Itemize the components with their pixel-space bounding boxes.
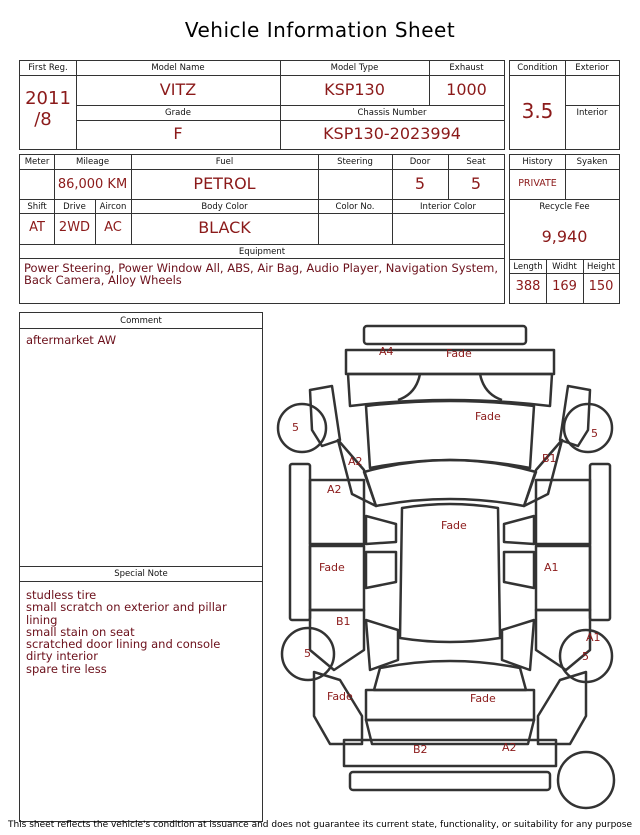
interior-label: Interior <box>576 108 608 118</box>
shift-value: AT <box>29 220 45 235</box>
damage-mark: A2 <box>348 455 363 468</box>
recycle-fee-label: Recycle Fee <box>539 202 590 212</box>
hood-main-part <box>366 401 534 468</box>
model-type-value: KSP130 <box>324 80 385 99</box>
body-color-label: Body Color <box>201 202 248 212</box>
damage-mark: Fade <box>319 561 345 574</box>
height-value: 150 <box>588 279 614 294</box>
damage-mark: B2 <box>413 743 428 756</box>
spare-tire <box>558 752 614 808</box>
aircon-label: Aircon <box>99 202 127 212</box>
special-note-line: small scratch on exterior and pillar lining <box>26 600 227 627</box>
page-title: Vehicle Information Sheet <box>184 18 456 42</box>
body-color-value: BLACK <box>198 218 251 237</box>
width-value: 169 <box>552 279 577 294</box>
special-note-line: studless tire <box>26 588 97 602</box>
seat-label: Seat <box>466 157 486 167</box>
damage-mark: B1 <box>542 452 557 465</box>
model-type-label: Model Type <box>330 63 379 73</box>
history-block <box>509 154 620 304</box>
damage-mark: A1 <box>586 631 601 644</box>
length-value: 388 <box>515 279 541 294</box>
front-left-tire <box>278 404 326 452</box>
grade-value: F <box>173 124 183 143</box>
chassis-number-label: Chassis Number <box>357 108 427 118</box>
damage-mark: A2 <box>502 741 517 754</box>
rear-bumper-lower <box>350 772 550 790</box>
aircon-value: AC <box>104 220 122 235</box>
damage-mark: Fade <box>327 690 353 703</box>
steering-label: Steering <box>337 157 373 167</box>
syaken-label: Syaken <box>576 157 608 167</box>
damage-mark: B1 <box>336 615 351 628</box>
tire-tread-front-left: 5 <box>292 421 299 434</box>
tire-tread-front-right: 5 <box>591 427 598 440</box>
equipment-label: Equipment <box>238 247 286 257</box>
door-value: 5 <box>414 174 426 193</box>
left-front-window <box>366 516 396 544</box>
disclaimer-footer: This sheet reflects the vehicle's condition at issuance and does not guarantee its current state, functionality, or suitability for any purpose <box>7 820 633 830</box>
grade-label: Grade <box>165 108 191 118</box>
damage-mark: Fade <box>470 692 496 705</box>
right-side-step <box>590 464 610 620</box>
hood-curve <box>480 374 502 400</box>
right-rear-door <box>536 546 590 610</box>
exhaust-value: 1000 <box>446 80 487 99</box>
comment-label: Comment <box>120 316 162 326</box>
width-label: Widht <box>552 262 577 272</box>
history-label: History <box>522 157 553 167</box>
right-a-pillar <box>524 440 562 506</box>
tailgate-part <box>366 690 534 720</box>
meter-label: Meter <box>24 157 50 167</box>
fuel-value: PETROL <box>193 174 256 193</box>
condition-label: Condition <box>517 63 558 73</box>
first-reg-year: 2011 <box>25 88 71 109</box>
right-rear-window <box>504 552 534 588</box>
seat-value: 5 <box>470 174 482 193</box>
right-rear-fender <box>538 672 586 744</box>
special-note-line: scratched door lining and console <box>26 637 221 652</box>
first-reg-month: /8 <box>34 109 52 130</box>
condition-score: 3.5 <box>521 99 554 123</box>
special-note-line: dirty interior <box>26 649 98 664</box>
model-info-block <box>19 60 505 150</box>
special-note-list <box>26 589 232 675</box>
special-note-line: small stain on seat <box>26 624 135 639</box>
drive-value: 2WD <box>58 220 91 235</box>
mileage-value: 86,000 KM <box>57 177 128 192</box>
height-label: Height <box>586 262 616 272</box>
color-no-label: Color No. <box>335 202 375 212</box>
special-note-label: Special Note <box>114 569 168 579</box>
comment-panel <box>19 312 263 822</box>
left-a-pillar <box>338 440 376 506</box>
damage-mark: A1 <box>544 561 559 574</box>
condition-block <box>509 60 620 150</box>
left-rear-window <box>366 552 396 588</box>
fuel-label: Fuel <box>215 157 234 167</box>
right-c-pillar <box>502 620 534 670</box>
left-rear-fender <box>314 672 362 744</box>
exhaust-label: Exhaust <box>449 63 484 73</box>
left-c-pillar <box>366 620 398 670</box>
front-bumper-part <box>364 326 526 344</box>
damage-mark: A2 <box>327 483 342 496</box>
special-note-line: spare tire less <box>26 661 107 676</box>
comment-text: aftermarket AW <box>26 333 117 347</box>
model-name-value: VITZ <box>159 80 197 99</box>
recycle-fee-value: 9,940 <box>541 227 588 246</box>
history-value: PRIVATE <box>518 178 557 189</box>
damage-mark: A4 <box>379 345 394 358</box>
rear-window-part <box>374 661 526 690</box>
windshield-part <box>364 460 536 506</box>
exterior-label: Exterior <box>575 63 609 73</box>
damage-mark: Fade <box>475 410 501 423</box>
tire-tread-rear-left: 5 <box>304 647 311 660</box>
left-rear-door <box>310 546 364 610</box>
first-reg-label: First Reg. <box>28 63 68 73</box>
mileage-label: Mileage <box>75 157 110 167</box>
hood-curve <box>398 374 420 400</box>
left-side-step <box>290 464 310 620</box>
length-label: Length <box>513 262 543 272</box>
chassis-number-value: KSP130-2023994 <box>323 124 461 143</box>
door-label: Door <box>409 157 431 167</box>
damage-mark: Fade <box>446 347 472 360</box>
drive-label: Drive <box>63 202 86 212</box>
interior-color-label: Interior Color <box>420 202 476 212</box>
tire-tread-rear-right: 5 <box>582 650 589 663</box>
damage-mark: Fade <box>441 519 467 532</box>
right-front-door <box>536 480 590 544</box>
shift-label: Shift <box>27 202 47 212</box>
spec-block <box>19 154 505 304</box>
right-front-window <box>504 516 534 544</box>
equipment-value: Power Steering, Power Window All, ABS, Air Bag, Audio Player, Navigation System, Back Camera, Alloy Wheels <box>24 261 499 288</box>
model-name-label: Model Name <box>151 63 205 73</box>
